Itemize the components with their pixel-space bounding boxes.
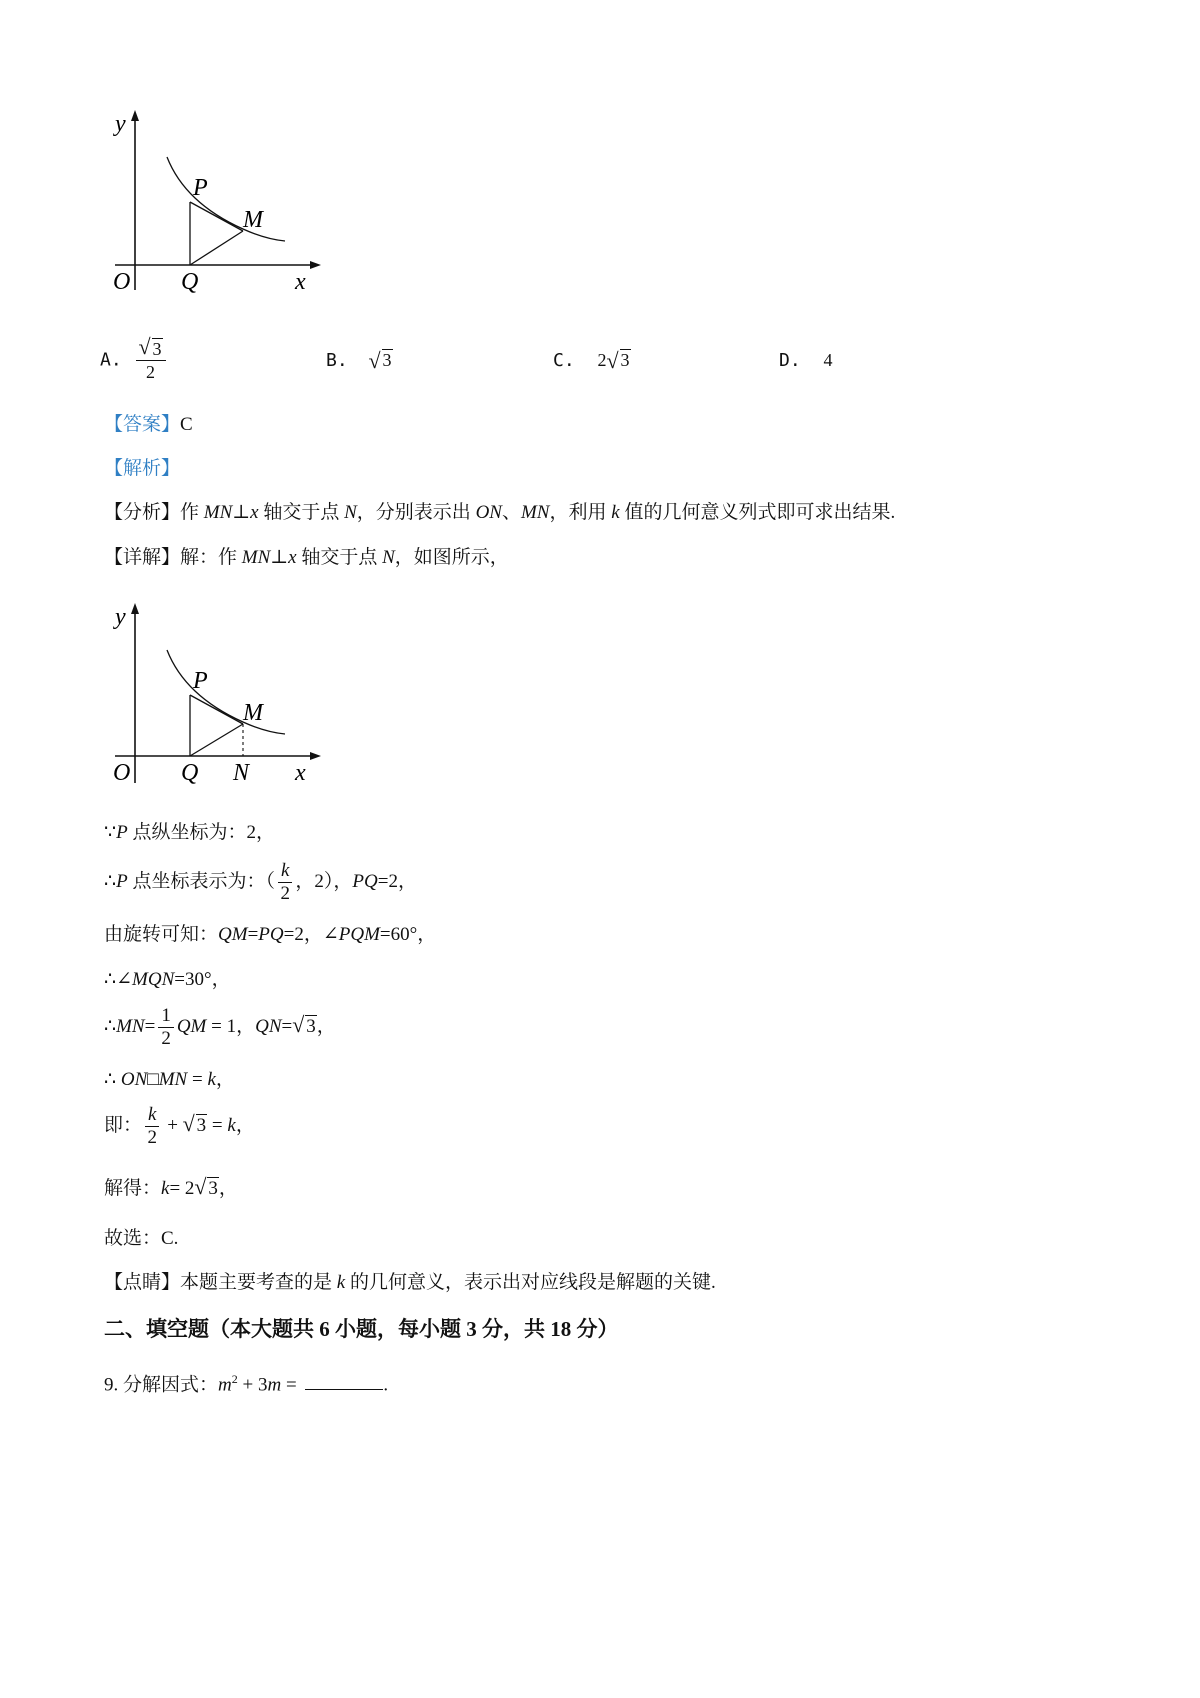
- step-text: =: [281, 1374, 302, 1396]
- xiangjie-text: 解：作: [180, 547, 242, 568]
- xiangjie-tag: 【详解】: [104, 547, 181, 568]
- missing-glyph-box: □: [147, 1069, 159, 1090]
- step-math: PQM: [338, 924, 380, 945]
- fenxi-math: N: [344, 502, 357, 523]
- step-text: .: [383, 1374, 389, 1396]
- xiangjie-text: ，如图所示，: [394, 547, 509, 568]
- step-text: ∴: [104, 1015, 117, 1037]
- figure-2-graph: [105, 598, 345, 798]
- step-text: ，2），: [295, 870, 353, 892]
- fenxi-math: MN: [520, 502, 550, 523]
- step-7: [104, 1104, 255, 1149]
- fenxi-text: 、: [501, 502, 521, 523]
- step-text: ，: [235, 1114, 255, 1136]
- step-text: =: [247, 924, 259, 945]
- step-text: =60°，: [379, 924, 437, 945]
- hyperbola-curve: [167, 650, 285, 734]
- answer-line: [104, 412, 193, 438]
- label-m: M: [243, 207, 263, 233]
- step-text: ∴: [104, 1069, 121, 1090]
- fenxi-math: MN: [203, 502, 233, 523]
- step-5: [104, 1005, 336, 1050]
- step-text: =: [207, 1114, 228, 1136]
- question-9-prompt: 9. 分解因式：: [104, 1374, 219, 1396]
- step-text: = 1，: [206, 1015, 256, 1037]
- step-9: [104, 1226, 178, 1252]
- step-6: [104, 1067, 235, 1093]
- option-a-denominator: 2: [146, 362, 156, 382]
- answer-value: C: [180, 414, 193, 435]
- step-text: 即：: [104, 1114, 143, 1136]
- step-2: [104, 860, 417, 905]
- dianjing-tag: 【点睛】: [104, 1272, 181, 1293]
- label-x: x: [295, 760, 306, 786]
- step-text: =2，: [377, 870, 417, 892]
- x-axis-arrow: [310, 261, 321, 269]
- fraction-denominator: 2: [161, 1028, 171, 1049]
- step-math: PQ: [258, 924, 284, 945]
- step-text: ∴: [104, 870, 117, 892]
- step-text: + 3: [237, 1374, 268, 1396]
- figure-1-graph: [105, 105, 345, 305]
- step-text: = 2: [169, 1178, 195, 1199]
- dianjing-text: 本题主要考查的是: [180, 1272, 337, 1293]
- radicand: 3: [196, 1114, 207, 1136]
- step-math: k: [207, 1069, 216, 1090]
- step-4: [104, 967, 231, 993]
- label-y: y: [115, 111, 126, 137]
- fenxi-text: 作: [180, 502, 204, 523]
- step-math: k: [161, 1178, 170, 1199]
- option-a: [100, 338, 169, 383]
- fenxi-math: k: [611, 502, 620, 523]
- step-text: =: [144, 1015, 156, 1037]
- step-text: ∴∠: [104, 969, 133, 990]
- xiangjie-math: N: [382, 547, 395, 568]
- xiangjie-text: ⊥: [270, 547, 289, 568]
- option-a-letter: A.: [100, 349, 122, 371]
- label-n: N: [233, 760, 250, 786]
- step-math: QM: [218, 924, 248, 945]
- label-m: M: [243, 700, 263, 726]
- label-p: P: [193, 668, 208, 694]
- option-d-letter: D.: [779, 350, 801, 371]
- step-math: P: [116, 870, 128, 892]
- analysis-tag-text: 【解析】: [104, 458, 181, 479]
- label-p: P: [193, 175, 208, 201]
- step-text: =30°，: [174, 969, 231, 990]
- step-text: +: [162, 1114, 183, 1136]
- step-math: k: [227, 1114, 236, 1136]
- answer-tag: 【答案】: [104, 414, 181, 435]
- fraction-numerator: k: [278, 860, 292, 883]
- step-text: ，: [218, 1178, 238, 1199]
- step-math: MN: [158, 1069, 188, 1090]
- step-1: [104, 820, 275, 846]
- fraction-numerator: 1: [158, 1005, 174, 1028]
- hyperbola-curve: [167, 157, 285, 241]
- segment-pm: [190, 202, 243, 231]
- step-text: ，: [316, 1015, 336, 1037]
- section-2-heading: 二、填空题（本大题共 6 小题，每小题 3 分，共 18 分）: [104, 1317, 619, 1341]
- fraction-denominator: 2: [147, 1127, 157, 1148]
- exponent: 2: [231, 1372, 238, 1386]
- segment-qm: [190, 231, 243, 265]
- fenxi-text: ，利用: [549, 502, 612, 523]
- fenxi-text: 值的几何意义列式即可求出结果.: [619, 502, 896, 523]
- radicand: 3: [306, 1015, 316, 1037]
- step-math: QN: [255, 1015, 282, 1037]
- fraction-numerator: k: [145, 1104, 159, 1127]
- fenxi-math: ON: [475, 502, 502, 523]
- dianjing-math: k: [336, 1272, 346, 1293]
- step-text: =2，∠: [283, 924, 339, 945]
- step-text: 故选：C.: [104, 1228, 179, 1249]
- question-9: [104, 1366, 388, 1398]
- x-axis-arrow: [310, 752, 321, 760]
- label-q: Q: [181, 760, 199, 786]
- fenxi-math: x: [250, 502, 259, 523]
- fraction-denominator: 2: [280, 883, 290, 904]
- option-c: [553, 350, 631, 371]
- step-math: m: [267, 1374, 282, 1396]
- step-math: ON: [120, 1069, 148, 1090]
- fenxi-line: [104, 500, 895, 526]
- label-y: y: [115, 604, 126, 630]
- xiangjie-text: 轴交于点: [296, 547, 383, 568]
- step-3: [104, 922, 436, 948]
- dianjing-line: [104, 1270, 716, 1296]
- step-math: QM: [176, 1015, 207, 1037]
- segment-pm: [190, 695, 243, 724]
- step-text: 由旋转可知：: [104, 924, 219, 945]
- label-x: x: [295, 269, 306, 295]
- step-math: PQ: [352, 870, 378, 892]
- step-text: 点纵坐标为：2，: [127, 822, 275, 843]
- option-d: [779, 350, 833, 371]
- step-math: MN: [116, 1015, 145, 1037]
- step-text: ，: [215, 1069, 235, 1090]
- step-math: P: [116, 822, 128, 843]
- segment-qm: [190, 724, 243, 756]
- label-o: O: [113, 760, 131, 786]
- option-a-radicand: 3: [152, 339, 162, 359]
- option-c-letter: C.: [553, 350, 575, 371]
- step-math: MQN: [132, 969, 175, 990]
- step-text: =: [187, 1069, 208, 1090]
- analysis-tag: [104, 456, 180, 482]
- step-text: ∵: [104, 822, 117, 843]
- step-text: 点坐标表示为：（: [127, 870, 275, 892]
- fenxi-text: 轴交于点: [258, 502, 345, 523]
- y-axis-arrow: [131, 110, 139, 121]
- step-8: [104, 1176, 238, 1202]
- xiangjie-line: [104, 545, 509, 571]
- xiangjie-math: MN: [241, 547, 271, 568]
- option-b: [326, 350, 393, 371]
- radicand: 3: [208, 1178, 218, 1199]
- dianjing-text: 的几何意义，表示出对应线段是解题的关键.: [345, 1272, 716, 1293]
- option-c-radicand: 3: [620, 350, 630, 370]
- y-axis-arrow: [131, 603, 139, 614]
- step-math: m: [218, 1374, 232, 1396]
- label-o: O: [113, 269, 131, 295]
- fenxi-text: ⊥: [232, 502, 251, 523]
- option-c-coef: 2: [597, 350, 607, 370]
- step-text: =: [281, 1015, 293, 1037]
- label-q: Q: [181, 269, 199, 295]
- xiangjie-math: x: [288, 547, 297, 568]
- option-b-letter: B.: [326, 350, 348, 371]
- option-b-radicand: 3: [382, 350, 392, 370]
- fenxi-tag: 【分析】: [104, 502, 181, 523]
- option-d-value: 4: [823, 350, 833, 370]
- fenxi-text: ，分别表示出: [356, 502, 476, 523]
- answer-blank[interactable]: [305, 1389, 383, 1390]
- step-text: 解得：: [104, 1178, 162, 1199]
